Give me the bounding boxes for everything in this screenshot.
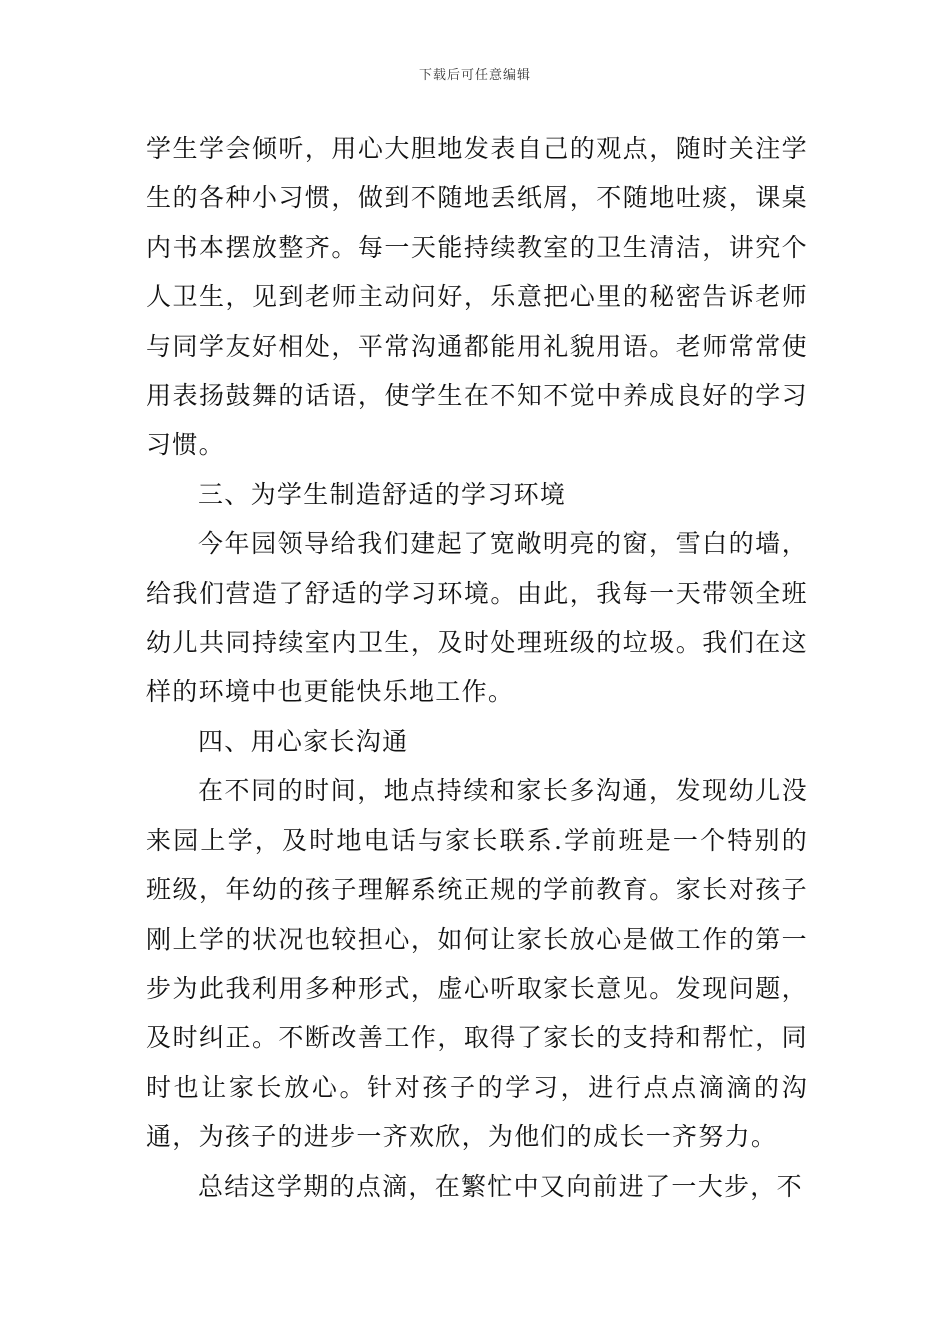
paragraph-parent-communication: 在不同的时间，地点持续和家长多沟通，发现幼儿没来园上学，及时地电话与家长联系.学前班是一个特别的班级，年幼的孩子理解系统正规的学前教育。家长对孩子刚上学的状况也较担心，如何让家长放心是做工作的第一步为此我利用多种形式，虚心听取家长意见。发现问题，及时纠正。不断改善工作，取得了家长的支持和帮忙，同时也让家长放心。针对孩子的学习，进行点点滴滴的沟通，为孩子的进步一齐欢欣，为他们的成长一齐努力。 — [146, 776, 808, 1152]
document-body — [146, 124, 808, 1211]
page-header: 下载后可任意编辑 — [418, 68, 531, 83]
paragraph-continuation: 学生学会倾听，用心大胆地发表自己的观点，随时关注学生的各种小习惯，做到不随地丢纸屑，不随地吐痰，课桌内书本摆放整齐。每一天能持续教室的卫生清洁，讲究个人卫生，见到老师主动问好，乐意把心里的秘密告诉老师与同学友好相处，平常沟通都能用礼貌用语。老师常常使用表扬鼓舞的话语，使学生在不知不觉中养成良好的学习习惯。 — [146, 134, 808, 460]
section-heading-4: 四、用心家长沟通 — [198, 726, 409, 756]
paragraph-environment: 今年园领导给我们建起了宽敞明亮的窗，雪白的墙，给我们营造了舒适的学习环境。由此，我每一天带领全班幼儿共同持续室内卫生，及时处理班级的垃圾。我们在这样的环境中也更能快乐地工作。 — [146, 529, 808, 707]
paragraph-summary: 总结这学期的点滴，在繁忙中又向前进了一大步，不 — [198, 1171, 803, 1201]
section-heading-3: 三、为学生制造舒适的学习环境 — [198, 479, 567, 509]
